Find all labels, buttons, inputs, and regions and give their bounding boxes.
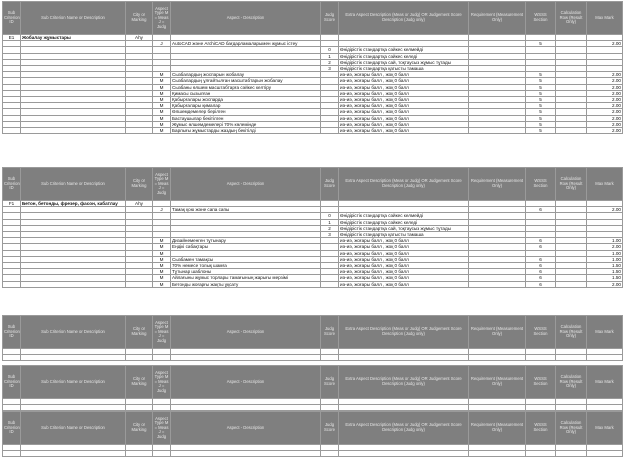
extra-description: иә-иә, жоғары балл , жоқ 0 балл xyxy=(339,256,469,262)
wsss-section: 6 xyxy=(526,281,556,287)
aspect-type: M xyxy=(153,72,171,78)
header-cell: Requirement (Measurement Only) xyxy=(469,316,526,349)
extra-description: иә-иә, жоғары балл , жоқ 0 балл xyxy=(339,275,469,281)
wsss-section: 6 xyxy=(526,275,556,281)
judg-score: 0 xyxy=(321,47,339,53)
header-cell: Aspect Type M = Meas J = Judg xyxy=(153,2,171,35)
header-cell: Aspect Type M = Meas J = Judg xyxy=(153,168,171,201)
header-cell: Sub Criterion ID xyxy=(3,316,21,349)
max-mark: 2.00 xyxy=(587,78,623,84)
sub-criterion-id: E1 xyxy=(3,35,21,41)
wsss-section: 6 xyxy=(526,256,556,262)
header-cell: City or Marking xyxy=(126,168,153,201)
header-cell: Sub Criterion ID xyxy=(3,168,21,201)
judg-score: 3 xyxy=(321,232,339,238)
aspect-description: Тұтынар шаблоны xyxy=(171,269,321,275)
sub-criterion-id: F1 xyxy=(3,201,21,207)
aspect-type: M xyxy=(153,244,171,250)
header-cell: Extra Aspect Description (Meas or Judg) OR Judgement Score Description (Judg only) xyxy=(339,366,469,399)
aspect-type: J xyxy=(153,41,171,47)
header-cell: Aspect - Description xyxy=(171,2,321,35)
empty-table-1 xyxy=(2,315,623,361)
max-mark: 2.00 xyxy=(587,244,623,250)
max-mark: 1.00 xyxy=(587,256,623,262)
aspect-description: Өлшемдемелер берілген xyxy=(171,109,321,115)
marking-table-1 xyxy=(2,1,623,134)
header-cell: Judg Score xyxy=(321,168,339,201)
wsss-section: 5 xyxy=(526,72,556,78)
sub-criterion-name: Бетон, бетонды, фрезер, фасон, кабатлау xyxy=(21,201,126,207)
aspect-type: M xyxy=(153,275,171,281)
header-cell: City or Marking xyxy=(126,2,153,35)
aspect-description: Қабырғалары жоспарда xyxy=(171,97,321,103)
max-mark: 2.00 xyxy=(587,41,623,47)
extra-description: иә-иә, жоғары балл , жоқ 0 балл xyxy=(339,269,469,275)
aspect-description: Қабырғалары қималар xyxy=(171,103,321,109)
aspect-description: Сызбалардың ұлғайтылған масштабтарын жобалау xyxy=(171,78,321,84)
header-cell: City or Marking xyxy=(126,412,153,445)
header-cell: Max Mark xyxy=(587,366,623,399)
aspect-description: Тамақ қою және сапа сапы xyxy=(171,207,321,213)
aspect-type: M xyxy=(153,269,171,275)
header-cell: Sub Criterion ID xyxy=(3,2,21,35)
header-row xyxy=(3,412,623,445)
header-cell: Aspect - Description xyxy=(171,412,321,445)
header-cell: Requirement (Measurement Only) xyxy=(469,366,526,399)
header-cell: City or Marking xyxy=(126,316,153,349)
max-mark: 2.00 xyxy=(587,103,623,109)
judg-score-text: Өнідірістік стандартқа сәйкес келеді xyxy=(339,53,469,59)
wsss-section: 5 xyxy=(526,115,556,121)
extra-description: иә-иә, жоғары балл , жоқ 0 балл xyxy=(339,128,469,134)
wsss-section: 6 xyxy=(526,244,556,250)
judg-score: 1 xyxy=(321,219,339,225)
header-cell: WSSS Section xyxy=(526,2,556,35)
header-cell: Sub Criterion Name or Description xyxy=(21,168,126,201)
header-cell: Extra Aspect Description (Meas or Judg) OR Judgement Score Description (Judg only) xyxy=(339,412,469,445)
header-cell: Extra Aspect Description (Meas or Judg) OR Judgement Score Description (Judg only) xyxy=(339,2,469,35)
aspect-type: M xyxy=(153,103,171,109)
judg-score-text: Өнідірістік стандартқа сәйкес келмейді xyxy=(339,47,469,53)
judg-score: 1 xyxy=(321,53,339,59)
header-cell: Aspect - Description xyxy=(171,168,321,201)
empty-row xyxy=(3,355,623,361)
extra-description: иә-иә, жоғары балл , жоқ 0 балл xyxy=(339,97,469,103)
aspect-type: M xyxy=(153,78,171,84)
extra-description: иә-иә, жоғары балл , жоқ 0 балл xyxy=(339,238,469,244)
header-cell: Aspect Type M = Meas J = Judg xyxy=(153,366,171,399)
extra-description: иә-иә, жоғары балл , жоқ 0 балл xyxy=(339,121,469,127)
judg-score: 0 xyxy=(321,213,339,219)
wsss-section: 5 xyxy=(526,78,556,84)
marking-value: Ahy xyxy=(126,35,153,41)
max-mark: 1.50 xyxy=(587,269,623,275)
header-cell: WSSS Section xyxy=(526,168,556,201)
wsss-section: 6 xyxy=(526,263,556,269)
aspect-type: M xyxy=(153,238,171,244)
header-cell: Judg Score xyxy=(321,412,339,445)
aspect-type: M xyxy=(153,84,171,90)
header-cell: WSSS Section xyxy=(526,366,556,399)
header-cell: Sub Criterion Name or Description xyxy=(21,2,126,35)
header-cell: Sub Criterion Name or Description xyxy=(21,366,126,399)
max-mark: 2.00 xyxy=(587,84,623,90)
header-cell: Requirement (Measurement Only) xyxy=(469,412,526,445)
aspect-description: Барлығы жұмыстарды жаздың бекітілді xyxy=(171,128,321,134)
judg-score-text: Өнідірістік стандартқа сай, тоқтаусыз жұмыс тұтады xyxy=(339,225,469,231)
aspect-description: AutoCAD және ArchiCAD бағдарламаларымен жұмыс істеу xyxy=(171,41,321,47)
aspect-type: M xyxy=(153,121,171,127)
header-cell: Calculation Row (Result Only) xyxy=(556,366,587,399)
aspect-description: Айлағыны жұмыс торлары тамағының жарығы мерзімі xyxy=(171,275,321,281)
empty-table-3 xyxy=(2,411,623,457)
header-cell: Aspect Type M = Meas J = Judg xyxy=(153,316,171,349)
header-row xyxy=(3,168,623,201)
header-row xyxy=(3,366,623,399)
extra-description: иә-иә, жоғары балл , жоқ 0 балл xyxy=(339,281,469,287)
wsss-section: 5 xyxy=(526,128,556,134)
judg-score: 2 xyxy=(321,225,339,231)
judg-score: 2 xyxy=(321,59,339,65)
max-mark: 2.00 xyxy=(587,109,623,115)
max-mark: 2.00 xyxy=(587,115,623,121)
empty-row xyxy=(3,405,623,411)
judg-score-text: Өнідірістік стандартқа қатысты тамаша xyxy=(339,232,469,238)
header-cell: WSSS Section xyxy=(526,412,556,445)
aspect-type: J xyxy=(153,207,171,213)
header-cell: Calculation Row (Result Only) xyxy=(556,168,587,201)
aspect-description: Ендікі сабақтары xyxy=(171,244,321,250)
extra-description: иә-иә, жоғары балл , жоқ 0 балл xyxy=(339,72,469,78)
aspect-type: M xyxy=(153,97,171,103)
max-mark: 1.00 xyxy=(587,238,623,244)
aspect-description: Бастаушылар бекітілген xyxy=(171,115,321,121)
max-mark: 1.00 xyxy=(587,250,623,256)
aspect-description: Қимасы сызылған xyxy=(171,90,321,96)
extra-description: иә-иә, жоғары балл , жоқ 0 балл xyxy=(339,84,469,90)
header-row xyxy=(3,316,623,349)
extra-description: иә-иә, жоғары балл , жоқ 0 балл xyxy=(339,250,469,256)
aspect-description: Бетонды жоғарғы жақты ұқсату xyxy=(171,281,321,287)
header-cell: Max Mark xyxy=(587,412,623,445)
max-mark: 2.00 xyxy=(587,128,623,134)
judg-score-text: Өнідірістік стандартқа сәйкес келмейді xyxy=(339,213,469,219)
wsss-section: 5 xyxy=(526,84,556,90)
header-cell: Max Mark xyxy=(587,316,623,349)
wsss-section: 5 xyxy=(526,41,556,47)
aspect-description: Сызбалардың жоспарын жобалау xyxy=(171,72,321,78)
extra-description: иә-иә, жоғары балл , жоқ 0 балл xyxy=(339,244,469,250)
extra-description: иә-иә, жоғары балл , жоқ 0 балл xyxy=(339,115,469,121)
header-cell: Extra Aspect Description (Meas or Judg) OR Judgement Score Description (Judg only) xyxy=(339,168,469,201)
measurement-row xyxy=(3,128,623,134)
wsss-section: 6 xyxy=(526,269,556,275)
max-mark: 2.00 xyxy=(587,72,623,78)
header-cell: Sub Criterion Name or Description xyxy=(21,316,126,349)
extra-description: иә-иә, жоғары балл , жоқ 0 балл xyxy=(339,78,469,84)
judg-score-text: Өнідірістік стандартқа қатысты тамаша xyxy=(339,66,469,72)
marking-value: Ahy xyxy=(126,201,153,207)
extra-description: иә-иә, жоғары балл , жоқ 0 балл xyxy=(339,90,469,96)
max-mark: 2.00 xyxy=(587,90,623,96)
header-cell: Calculation Row (Result Only) xyxy=(556,412,587,445)
aspect-type: M xyxy=(153,281,171,287)
aspect-type: M xyxy=(153,109,171,115)
sub-criterion-name: Жобалау жұмыстары xyxy=(21,35,126,41)
aspect-type: M xyxy=(153,250,171,256)
header-cell: Calculation Row (Result Only) xyxy=(556,316,587,349)
aspect-type: M xyxy=(153,115,171,121)
max-mark: 1.50 xyxy=(587,263,623,269)
header-row xyxy=(3,2,623,35)
marking-table-2 xyxy=(2,167,623,288)
header-cell: Max Mark xyxy=(587,168,623,201)
header-cell: City or Marking xyxy=(126,366,153,399)
header-cell: Aspect - Description xyxy=(171,316,321,349)
measurement-row xyxy=(3,281,623,287)
wsss-section: 5 xyxy=(526,90,556,96)
aspect-description: 70% немесе толық шамға xyxy=(171,263,321,269)
extra-description: иә-иә, жоғары балл , жоқ 0 балл xyxy=(339,109,469,115)
wsss-section: 5 xyxy=(526,121,556,127)
aspect-type: M xyxy=(153,90,171,96)
header-cell: Requirement (Measurement Only) xyxy=(469,168,526,201)
judg-score-text: Өнідірістік стандартқа сай, тоқтаусыз жұмыс тұтады xyxy=(339,59,469,65)
header-cell: Sub Criterion ID xyxy=(3,412,21,445)
wsss-section: 6 xyxy=(526,207,556,213)
header-cell: WSSS Section xyxy=(526,316,556,349)
max-mark: 2.00 xyxy=(587,281,623,287)
header-cell: Sub Criterion ID xyxy=(3,366,21,399)
wsss-section: 5 xyxy=(526,97,556,103)
judg-score: 3 xyxy=(321,66,339,72)
header-cell: Extra Aspect Description (Meas or Judg) OR Judgement Score Description (Judg only) xyxy=(339,316,469,349)
empty-table-2 xyxy=(2,365,623,411)
aspect-type: M xyxy=(153,263,171,269)
max-mark: 2.00 xyxy=(587,97,623,103)
header-cell: Judg Score xyxy=(321,2,339,35)
header-cell: Requirement (Measurement Only) xyxy=(469,2,526,35)
empty-row xyxy=(3,451,623,457)
aspect-type: M xyxy=(153,128,171,134)
header-cell: Calculation Row (Result Only) xyxy=(556,2,587,35)
aspect-type: M xyxy=(153,256,171,262)
wsss-section: 5 xyxy=(526,103,556,109)
header-cell: Judg Score xyxy=(321,366,339,399)
header-cell: Judg Score xyxy=(321,316,339,349)
aspect-description: Сызбаны өлшем масштабтарға сәйкес келтіру xyxy=(171,84,321,90)
max-mark: 2.00 xyxy=(587,121,623,127)
aspect-description: Жұмыс өлшемдемелері 70% көлемінде xyxy=(171,121,321,127)
max-mark: 1.50 xyxy=(587,275,623,281)
wsss-section: 6 xyxy=(526,238,556,244)
aspect-description: Дизайнеменген тұтынару xyxy=(171,238,321,244)
wsss-section: 5 xyxy=(526,109,556,115)
judg-score-text: Өнідірістік стандартқа сәйкес келеді xyxy=(339,219,469,225)
extra-description: иә-иә, жоғары балл , жоқ 0 балл xyxy=(339,103,469,109)
header-cell: Aspect - Description xyxy=(171,366,321,399)
header-cell: Max Mark xyxy=(587,2,623,35)
extra-description: иә-иә, жоғары балл , жоқ 0 балл xyxy=(339,263,469,269)
max-mark: 2.00 xyxy=(587,207,623,213)
header-cell: Aspect Type M = Meas J = Judg xyxy=(153,412,171,445)
aspect-description: Сызбамен тамақсы xyxy=(171,256,321,262)
header-cell: Sub Criterion Name or Description xyxy=(21,412,126,445)
